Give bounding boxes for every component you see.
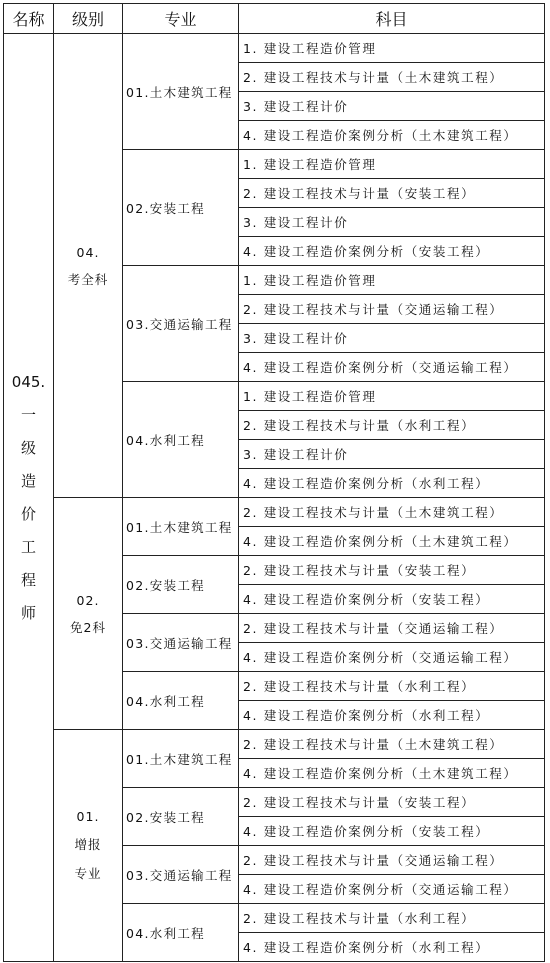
specialty-cell: 04.水利工程 <box>123 672 239 730</box>
level-label: 增报专业 <box>74 837 102 881</box>
specialty-cell: 01.土木建筑工程 <box>123 730 239 788</box>
subject-cell: 3. 建设工程计价 <box>239 440 545 469</box>
subject-cell: 2. 建设工程技术与计量（安装工程） <box>239 788 545 817</box>
level-label: 考全科 <box>67 271 109 287</box>
header-level: 级别 <box>54 4 123 34</box>
subject-cell: 4. 建设工程造价案例分析（土木建筑工程） <box>239 121 545 150</box>
subject-cell: 4. 建设工程造价案例分析（水利工程） <box>239 469 545 498</box>
subject-cell: 4. 建设工程造价案例分析（土木建筑工程） <box>239 759 545 788</box>
level-cell <box>54 498 123 730</box>
subject-cell: 2. 建设工程技术与计量（交通运输工程） <box>239 295 545 324</box>
subject-cell: 2. 建设工程技术与计量（水利工程） <box>239 672 545 701</box>
subject-cell: 4. 建设工程造价案例分析（土木建筑工程） <box>239 527 545 556</box>
subject-cell: 1. 建设工程造价管理 <box>239 382 545 411</box>
subject-cell: 2. 建设工程技术与计量（土木建筑工程） <box>239 498 545 527</box>
specialty-cell: 03.交通运输工程 <box>123 266 239 382</box>
specialty-cell: 02.安装工程 <box>123 556 239 614</box>
level-code: 01. <box>76 809 100 824</box>
level-cell <box>54 34 123 498</box>
table-row <box>4 730 545 759</box>
subject-cell: 1. 建设工程造价管理 <box>239 150 545 179</box>
subject-cell: 4. 建设工程造价案例分析（交通运输工程） <box>239 875 545 904</box>
header-subject: 科目 <box>239 4 545 34</box>
specialty-cell: 03.交通运输工程 <box>123 846 239 904</box>
table-row <box>4 498 545 527</box>
subject-cell: 2. 建设工程技术与计量（安装工程） <box>239 179 545 208</box>
level-code: 04. <box>76 244 100 260</box>
subject-cell: 4. 建设工程造价案例分析（交通运输工程） <box>239 643 545 672</box>
table-row <box>4 34 545 63</box>
specialty-cell: 02.安装工程 <box>123 788 239 846</box>
specialty-cell: 04.水利工程 <box>123 904 239 962</box>
subject-cell: 4. 建设工程造价案例分析（水利工程） <box>239 933 545 962</box>
header-row <box>4 4 545 34</box>
subject-cell: 3. 建设工程计价 <box>239 92 545 121</box>
subject-cell: 2. 建设工程技术与计量（水利工程） <box>239 411 545 440</box>
subject-cell: 4. 建设工程造价案例分析（安装工程） <box>239 585 545 614</box>
subject-cell: 4. 建设工程造价案例分析（水利工程） <box>239 701 545 730</box>
subject-cell: 2. 建设工程技术与计量（交通运输工程） <box>239 846 545 875</box>
subject-cell: 1. 建设工程造价管理 <box>239 266 545 295</box>
specialty-cell: 03.交通运输工程 <box>123 614 239 672</box>
subject-cell: 2. 建设工程技术与计量（土木建筑工程） <box>239 63 545 92</box>
subject-cell: 4. 建设工程造价案例分析（安装工程） <box>239 237 545 266</box>
subject-cell: 3. 建设工程计价 <box>239 208 545 237</box>
table-body <box>4 34 545 962</box>
exam-subject-table <box>3 3 545 962</box>
subject-cell: 2. 建设工程技术与计量（土木建筑工程） <box>239 730 545 759</box>
header-name: 名称 <box>4 4 54 34</box>
subject-cell: 2. 建设工程技术与计量（水利工程） <box>239 904 545 933</box>
specialty-cell: 01.土木建筑工程 <box>123 34 239 150</box>
specialty-cell: 04.水利工程 <box>123 382 239 498</box>
specialty-cell: 02.安装工程 <box>123 150 239 266</box>
specialty-cell: 01.土木建筑工程 <box>123 498 239 556</box>
subject-cell: 4. 建设工程造价案例分析（安装工程） <box>239 817 545 846</box>
subject-cell: 2. 建设工程技术与计量（交通运输工程） <box>239 614 545 643</box>
level-cell <box>54 730 123 962</box>
subject-cell: 3. 建设工程计价 <box>239 324 545 353</box>
name-cell <box>4 34 54 962</box>
subject-cell: 1. 建设工程造价管理 <box>239 34 545 63</box>
subject-cell: 4. 建设工程造价案例分析（交通运输工程） <box>239 353 545 382</box>
subject-cell: 2. 建设工程技术与计量（安装工程） <box>239 556 545 585</box>
header-specialty: 专业 <box>123 4 239 34</box>
level-label: 免2科 <box>70 619 106 635</box>
name-code: 045. <box>11 372 46 391</box>
level-code: 02. <box>76 592 100 608</box>
name-title: 一级造价工程师 <box>20 405 36 622</box>
